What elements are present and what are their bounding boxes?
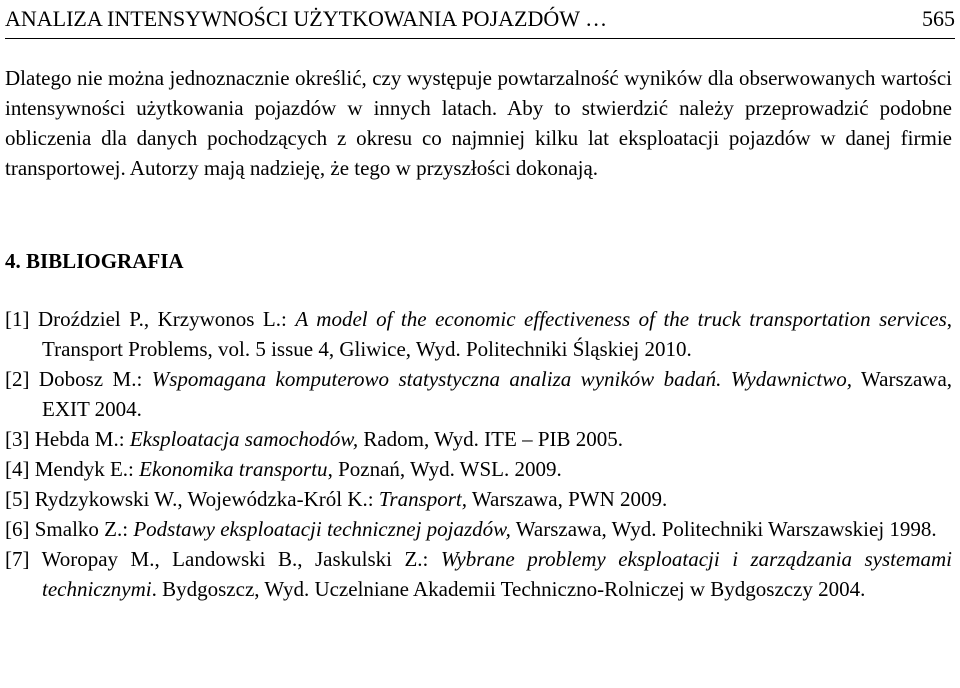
bibliography-entry-6 [5, 514, 952, 544]
bibliography-entry-3 [5, 424, 952, 454]
entry-title: Ekonomika transportu [139, 457, 328, 481]
entry-details: . Bydgoszcz, Wyd. Uczelniane Akademii Techniczno-Rolniczej w Bydgoszczy 2004. [151, 577, 866, 601]
bibliography-entry-7 [5, 544, 952, 604]
entry-details: Warszawa, EXIT 2004. [42, 367, 953, 421]
entry-title: Wybrane problemy eksploatacji i zarządzania systemami technicznymi [42, 547, 952, 601]
entry-details: Warszawa, Wyd. Politechniki Warszawskiej 1998. [510, 517, 937, 541]
entry-details: , Poznań, Wyd. WSL. 2009. [327, 457, 562, 481]
running-header [5, 4, 955, 34]
entry-title: Eksploatacja samochodów, [129, 427, 359, 451]
bibliography-entry-5 [5, 484, 952, 514]
entry-authors: [7] Woropay M., Landowski B., Jaskulski Z.: [5, 547, 441, 571]
bibliography-entry-2 [5, 364, 952, 424]
page-number: 565 [922, 6, 955, 31]
entry-authors: [3] Hebda M.: [5, 427, 130, 451]
entry-details: Radom, Wyd. ITE – PIB 2005. [358, 427, 623, 451]
bibliography-entry-1 [5, 304, 952, 364]
entry-title: A model of the economic effectiveness of the truck transportation services [295, 307, 947, 331]
entry-authors: [5] Rydzykowski W., Wojewódzka-Król K.: [5, 487, 379, 511]
header-title: ANALIZA INTENSYWNOŚCI UŻYTKOWANIA POJAZDÓW … [5, 6, 608, 31]
bibliography-entry-4 [5, 454, 952, 484]
bibliography-list [5, 304, 952, 604]
entry-authors: [4] Mendyk E.: [5, 457, 140, 481]
entry-title: Podstawy eksploatacji technicznej pojazdów, [133, 517, 511, 541]
entry-details: , Transport Problems, vol. 5 issue 4, Gliwice, Wyd. Politechniki Śląskiej 2010. [42, 307, 952, 361]
body-paragraph: Dlatego nie można jednoznacznie określić, czy występuje powtarzalność wyników dla obserwowanych wartości intensywności użytkowania pojazdów w innych latach. Aby to stwierdzić należy przeprowadzić podobne obliczenia dla danych pochodzących z okresu co najmniej kilku lat eksploatacji pojazdów w danej firmie transportowej. Autorzy mają nadzieję, że tego w przyszłości dokonają. [5, 66, 952, 180]
header-rule [5, 38, 955, 39]
entry-authors: [6] Smalko Z.: [5, 517, 134, 541]
entry-authors: [1] Droździel P., Krzywonos L.: [5, 307, 296, 331]
section-heading-bibliography: 4. BIBLIOGRAFIA [5, 249, 184, 273]
entry-title: Transport, [378, 487, 467, 511]
entry-details: Warszawa, PWN 2009. [467, 487, 668, 511]
entry-authors: [2] Dobosz M.: [5, 367, 152, 391]
entry-title: Wspomagana komputerowo statystyczna analiza wyników badań. Wydawnictwo, [151, 367, 852, 391]
